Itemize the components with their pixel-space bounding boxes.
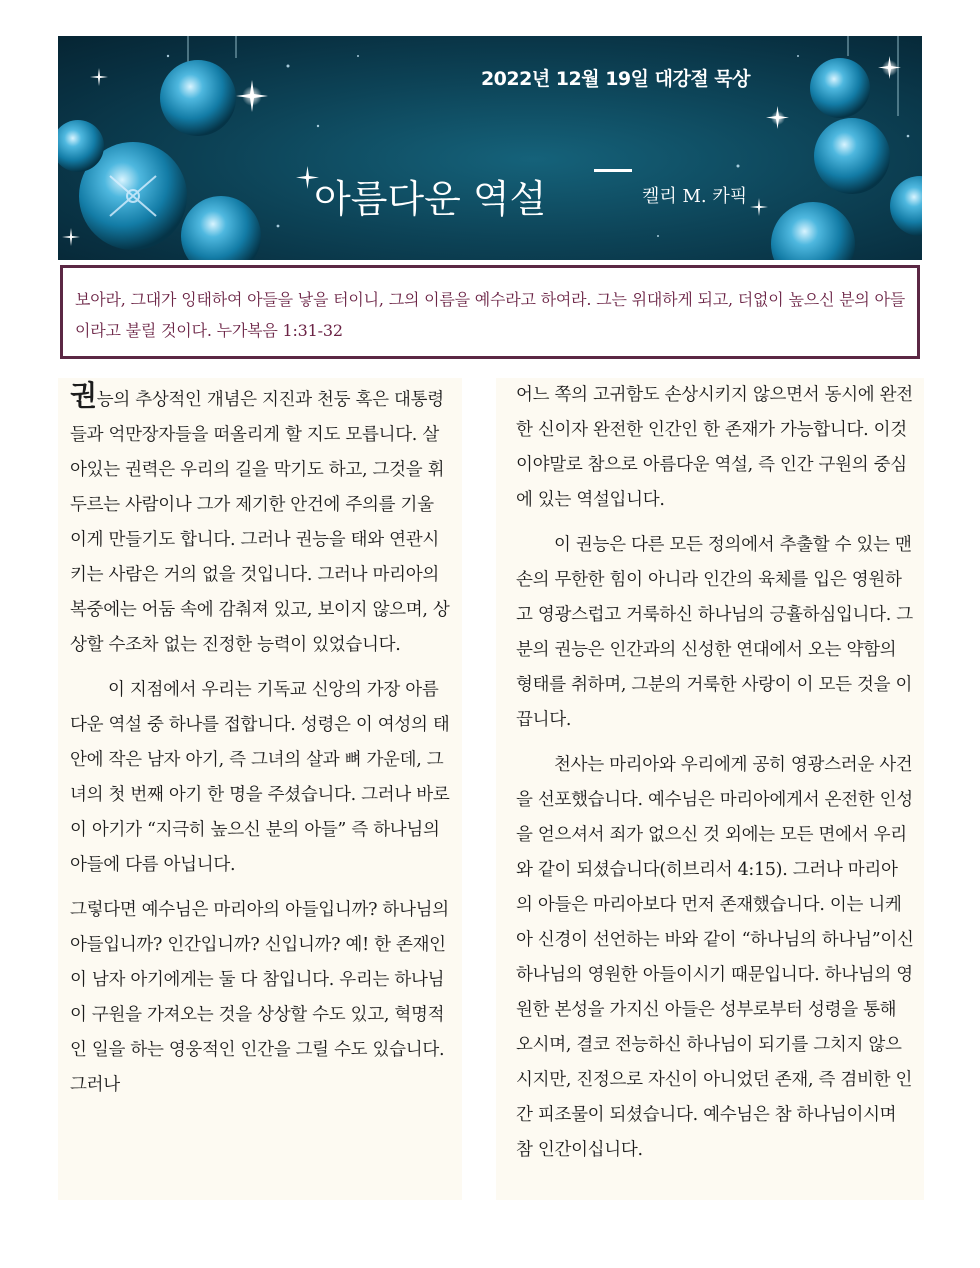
sparkle bbox=[750, 198, 768, 216]
sparkle bbox=[62, 228, 80, 246]
body-paragraph: 그렇다면 예수님은 마리아의 아들입니까? 하나님의 아들입니까? 인간입니까? 신입니까? 예! 한 존재인 이 남자 아기에게는 둘 다 참입니다. 우리는 하나님이 구원을 가져오는 것을 상상할 수도 있고, 혁명적인 일을 하는 영웅적인 인간을 그릴 수도 있습니다. 그러나 bbox=[70, 900, 449, 1095]
body-paragraph: 이 지점에서 우리는 기독교 신앙의 가장 아름다운 역설 중 하나를 접합니다. 성령은 이 여성의 태 안에 작은 남자 아기, 즉 그녀의 살과 뼈 가운데, 그녀의 첫 번째 아기 한 명을 주셨습니다. 그러나 바로 이 아기가 “지극히 높으신 분의 아들” 즉 하나님의 아들에 다름 아닙니다. bbox=[70, 680, 450, 875]
date-label: 2022년 12월 19일 대강절 묵상 bbox=[480, 68, 750, 90]
body-paragraph bbox=[58, 378, 462, 663]
scripture-box bbox=[60, 265, 920, 359]
sparkle bbox=[90, 68, 108, 86]
drop-cap: 권 bbox=[70, 379, 97, 412]
ornament-ball bbox=[160, 60, 236, 136]
left-column bbox=[58, 378, 462, 1200]
body-paragraph: 천사는 마리아와 우리에게 공히 영광스러운 사건을 선포했습니다. 예수님은 마리아에게서 온전한 인성을 얻으셔서 죄가 없으신 것 외에는 모든 면에서 우리와 같이 되셨습니다(히브리서 4:15). 그러나 마리아의 아들은 마리아보다 먼저 존재했습니다. 이는 니케아 신경이 선언하는 바와 같이 “하나님의 하나님”이신 하나님의 영원한 아들이시기 때문입니다. 하나님의 영원한 본성을 가지신 아들은 성부로부터 성령을 통해 오시며, 결코 전능하신 하나님이 되기를 그치지 않으시지만, 진정으로 자신이 아니었던 존재, 즉 겸비한 인간 피조물이 되셨습니다. 예수님은 참 하나님이시며 참 인간이십니다. bbox=[516, 755, 914, 1160]
body-paragraph: 어느 쪽의 고귀함도 손상시키지 않으면서 동시에 완전한 신이자 완전한 인간인 한 존재가 가능합니다. 이것이야말로 참으로 아름다운 역설, 즉 인간 구원의 중심에 있는 역설입니다. bbox=[516, 385, 913, 510]
page-title: 아름다운 역설 bbox=[314, 177, 547, 221]
ornament-ball bbox=[771, 202, 855, 260]
ornament-ball bbox=[810, 58, 870, 118]
scripture-text: 보아라, 그대가 잉태하여 아들을 낳을 터이니, 그의 이름을 예수라고 하여라. 그는 위대하게 되고, 더없이 높으신 분의 아들이라고 불릴 것이다. 누가복음 1:31-32 bbox=[75, 290, 906, 340]
right-column bbox=[496, 378, 924, 1200]
title-dash bbox=[594, 169, 632, 172]
author-name: 켈리 M. 카픽 bbox=[642, 186, 748, 207]
paragraph-text: 능의 추상적인 개념은 지진과 천둥 혹은 대통령들과 억만장자들을 떠올리게 할 지도 모릅니다. 살아있는 권력은 우리의 길을 막기도 하고, 그것을 휘두르는 사람이나 그가 제기한 안건에 주의를 기울이게 만들기도 합니다. 그러나 권능을 태와 연관시키는 사람은 거의 없을 것입니다. 그러나 마리아의 복중에는 어둠 속에 감춰져 있고, 보이지 않으며, 상상할 수조차 없는 진정한 능력이 있었습니다. bbox=[70, 390, 450, 655]
body-paragraph: 이 권능은 다른 모든 정의에서 추출할 수 있는 맨손의 무한한 힘이 아니라 인간의 육체를 입은 영원하고 영광스럽고 거룩하신 하나님의 긍휼하심입니다. 그분의 권능은 인간과의 신성한 연대에서 오는 약함의 형태를 취하며, 그분의 거룩한 사랑이 이 모든 것을 이끕니다. bbox=[516, 535, 913, 730]
ornament-ball bbox=[181, 196, 261, 260]
ornament-ball bbox=[814, 118, 890, 194]
header-banner bbox=[58, 36, 922, 260]
ornament-ball bbox=[890, 176, 922, 236]
